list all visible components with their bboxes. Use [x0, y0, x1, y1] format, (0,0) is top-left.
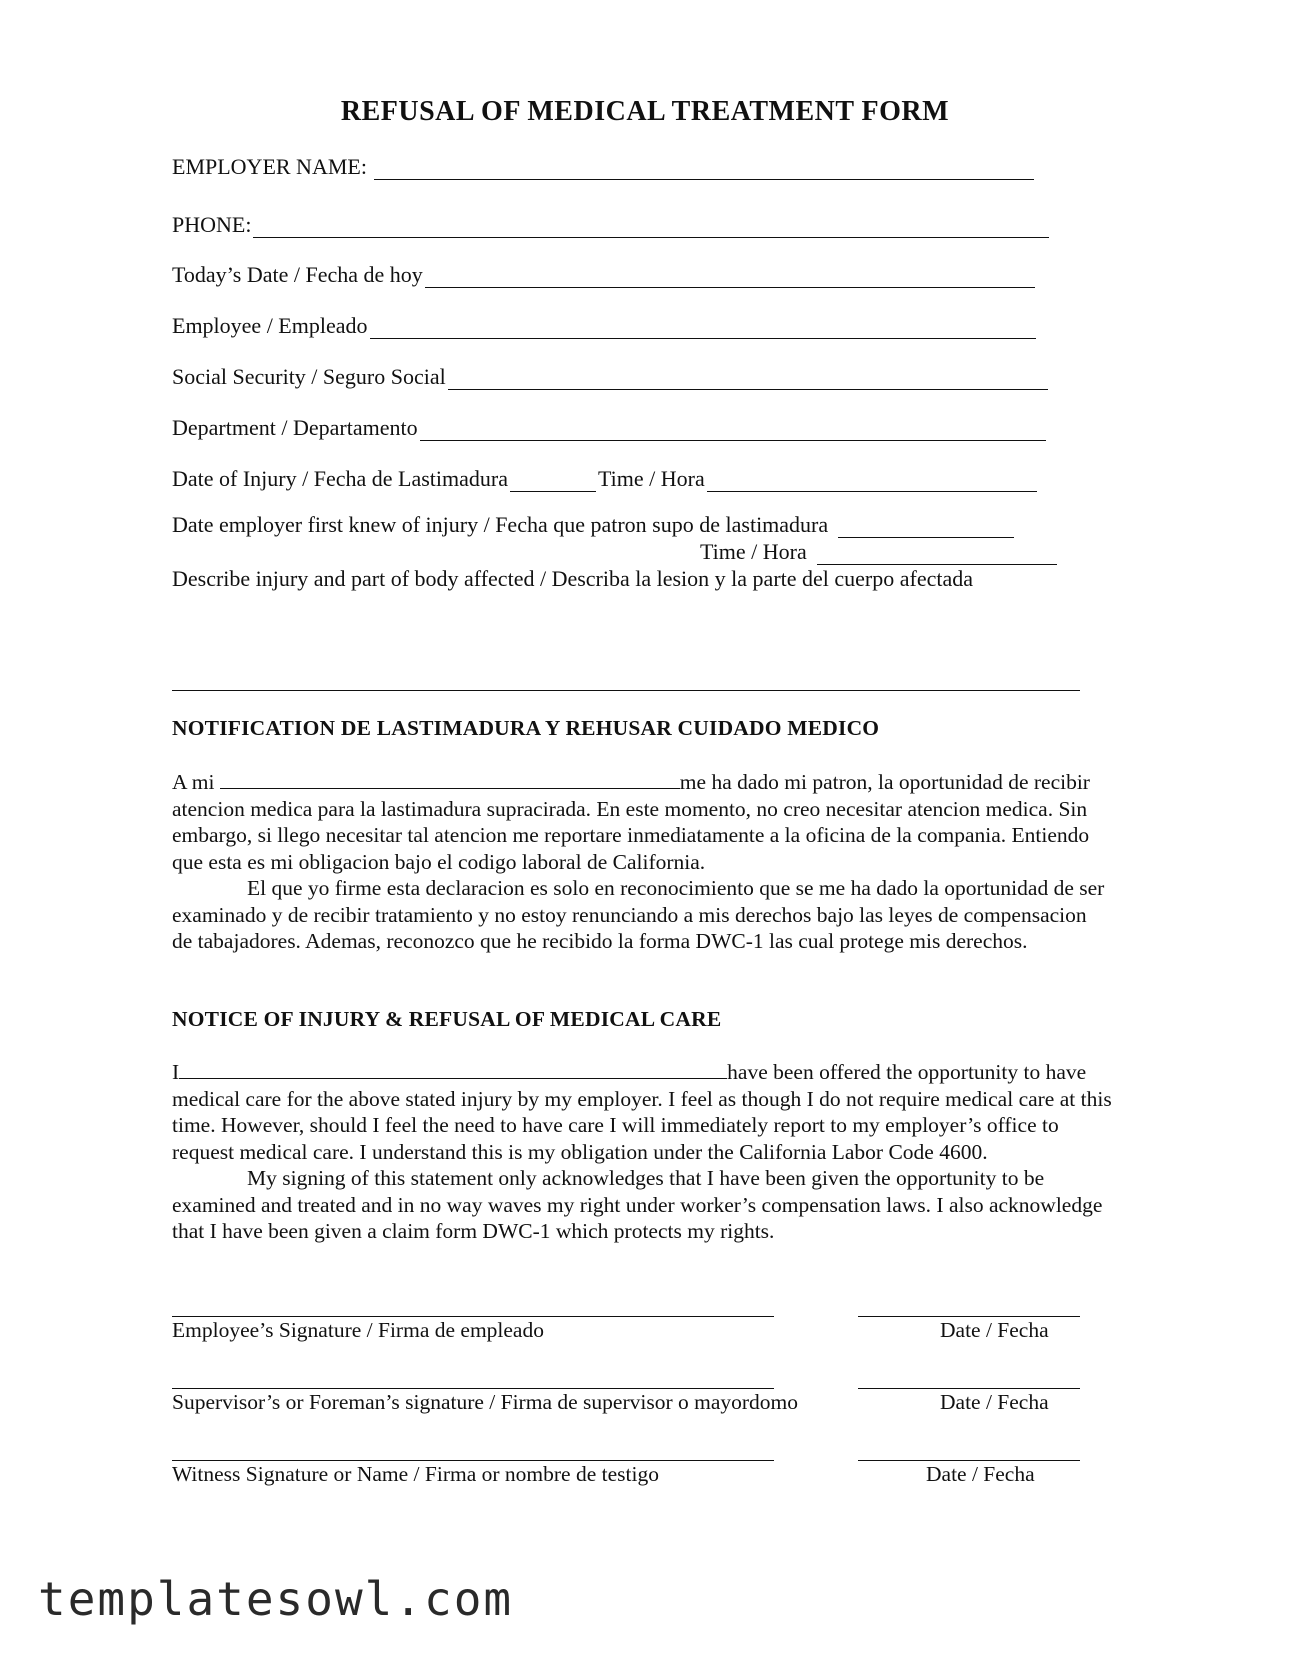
- department-input[interactable]: [420, 416, 1046, 441]
- social-security-field: [172, 362, 1048, 390]
- employee-date-label: Date / Fecha: [940, 1318, 1049, 1342]
- date-of-injury-input[interactable]: [510, 467, 596, 492]
- date-of-injury-field: [172, 464, 1037, 492]
- spanish-notice-heading: NOTIFICATION DE LASTIMADURA Y REHUSAR CUIDADO MEDICO: [172, 716, 880, 740]
- describe-injury-field: [172, 564, 973, 592]
- watermark-text: templatesowl.com: [38, 1572, 514, 1626]
- english-notice-prefix: I: [172, 1060, 180, 1084]
- supervisor-signature-label: Supervisor’s or Foreman’s signature / Firma de supervisor o mayordomo: [172, 1390, 798, 1414]
- phone-input[interactable]: [253, 213, 1049, 238]
- witness-date-line[interactable]: [858, 1460, 1080, 1461]
- todays-date-field: [172, 260, 1035, 288]
- employer-name-input[interactable]: [374, 155, 1034, 180]
- time-employer-knew-field: [700, 537, 1057, 565]
- date-employer-knew-field: [172, 510, 1014, 538]
- english-notice-body1: have medical care for the above stated injury by my employer. I feel as though I do not require medical care at this time. However, should I feel the need to have care I will immediately report to my employer’s office to request medical care. I understand this is my obligation under the California Labor Code 4600.: [172, 1060, 1112, 1164]
- describe-injury-input[interactable]: [172, 690, 1080, 691]
- employee-input[interactable]: [370, 314, 1036, 339]
- employer-name-field: [172, 152, 1034, 180]
- witness-signature-label: Witness Signature or Name / Firma or nombre de testigo: [172, 1462, 659, 1486]
- employee-signature-line[interactable]: [172, 1316, 774, 1317]
- department-field: [172, 413, 1046, 441]
- form-title: REFUSAL OF MEDICAL TREATMENT FORM: [340, 96, 950, 127]
- describe-injury-label: Describe injury and part of body affected / Describa la lesion y la parte del cuerpo afectada: [172, 566, 974, 591]
- employer-name-label: EMPLOYER NAME:: [172, 154, 373, 179]
- phone-label: PHONE:: [172, 212, 252, 237]
- todays-date-label: Today’s Date / Fecha de hoy: [172, 262, 423, 287]
- time-of-injury-input[interactable]: [707, 467, 1037, 492]
- spanish-notice-body1: oportunidad de recibir atencion medica para la lastimadura supracirada. En este momento, no creo necesitar atencion medica. Sin embargo, si llego necesitar tal atencion me reportare inmediatamente a la oficina de la compania. Entiendo que esta es mi obligacion bajo el codigo laboral de California.: [172, 770, 1090, 874]
- time-hora-2-label: Time / Hora: [700, 539, 807, 564]
- phone-field: [172, 210, 1049, 238]
- witness-date-label: Date / Fecha: [926, 1462, 1035, 1486]
- department-label: Department / Departamento: [172, 415, 418, 440]
- date-employer-knew-input[interactable]: [838, 513, 1014, 538]
- spanish-notice-suffix: me ha dado mi patron, la: [679, 770, 894, 794]
- employee-signature-label: Employee’s Signature / Firma de empleado: [172, 1318, 544, 1342]
- employee-field: [172, 311, 1036, 339]
- time-employer-knew-input[interactable]: [817, 540, 1057, 565]
- spanish-notice-body2: El que yo firme esta declaracion es solo en reconocimiento que se me ha dado la oportunidad de ser examinado y de recibir tratamiento y no estoy renunciando a mis derechos bajo las leyes de compensacion de tabajadores. Ademas, reconozco que he recibido la forma DWC-1 las cual protege mis derechos.: [172, 876, 1105, 953]
- english-notice-body: [172, 1058, 1112, 1245]
- date-employer-knew-label: Date employer first knew of injury / Fecha que patron supo de lastimadura: [172, 512, 829, 537]
- supervisor-date-label: Date / Fecha: [940, 1390, 1049, 1414]
- spanish-notice-body: [172, 768, 1112, 955]
- english-notice-heading: NOTICE OF INJURY & REFUSAL OF MEDICAL CARE: [172, 1007, 722, 1031]
- time-hora-label: Time / Hora: [597, 466, 705, 491]
- todays-date-input[interactable]: [425, 263, 1035, 288]
- english-name-input[interactable]: [179, 1058, 727, 1079]
- spanish-name-input[interactable]: [220, 768, 680, 789]
- witness-signature-line[interactable]: [172, 1460, 774, 1461]
- english-notice-body2: My signing of this statement only acknowledges that I have been given the opportunity to be examined and treated and in no way waves my right under worker’s compensation laws. I also acknowledge that I have been given a claim form DWC-1 which protects my rights.: [172, 1166, 1103, 1243]
- employee-label: Employee / Empleado: [172, 313, 368, 338]
- employee-date-line[interactable]: [858, 1316, 1080, 1317]
- social-security-label: Social Security / Seguro Social: [172, 364, 446, 389]
- english-notice-suffix: have been offered the opportunity to: [727, 1060, 1041, 1084]
- supervisor-date-line[interactable]: [858, 1388, 1080, 1389]
- social-security-input[interactable]: [448, 365, 1048, 390]
- supervisor-signature-line[interactable]: [172, 1388, 774, 1389]
- spanish-notice-prefix: A mi: [172, 770, 215, 794]
- date-of-injury-label: Date of Injury / Fecha de Lastimadura: [172, 466, 508, 491]
